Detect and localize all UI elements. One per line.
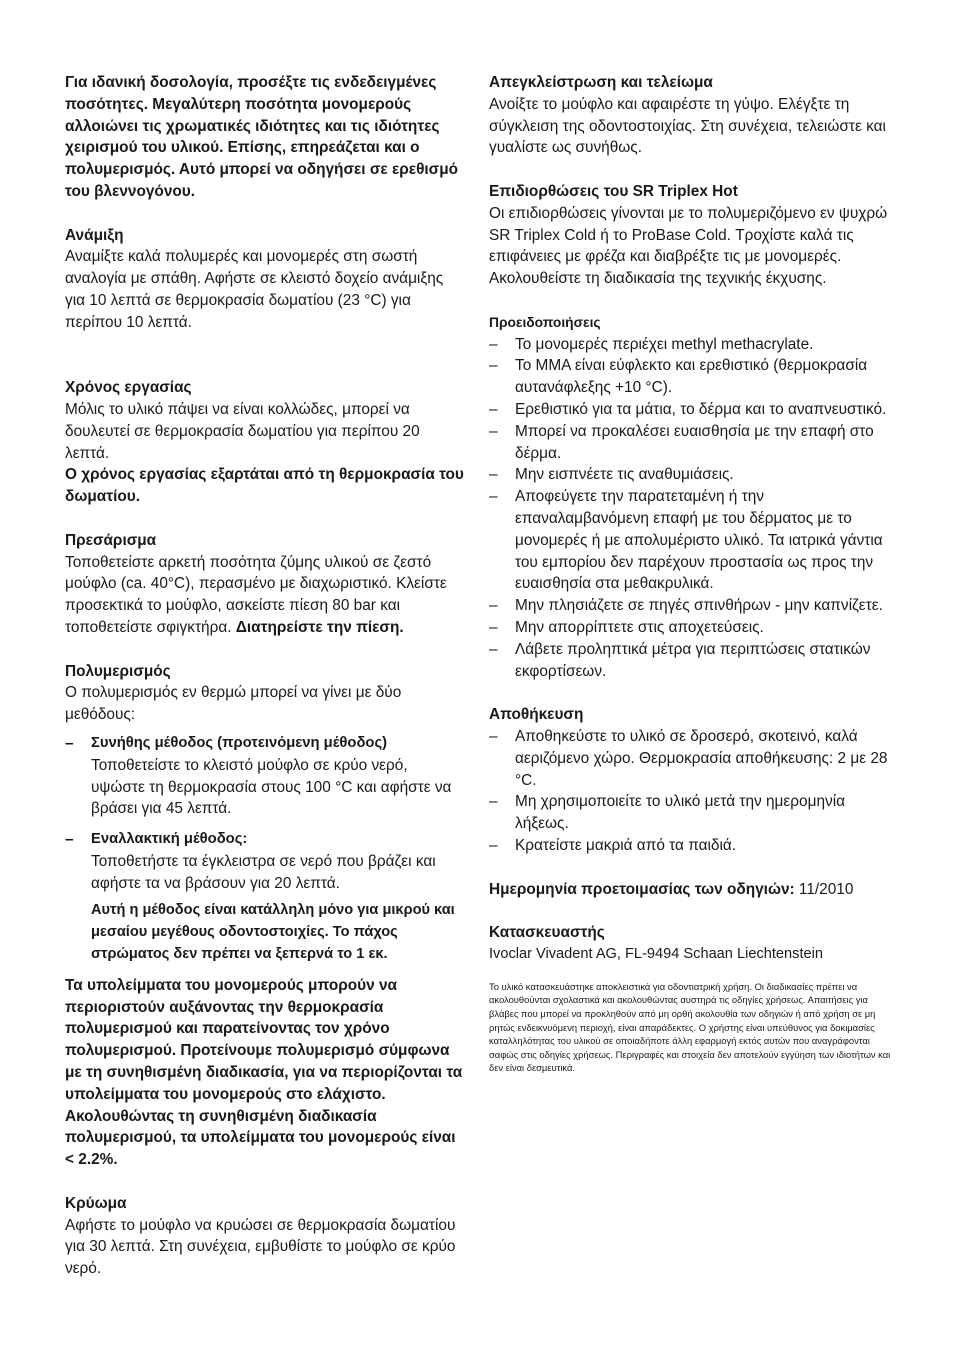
- manufacturer-heading: Κατασκευαστής: [489, 924, 605, 942]
- list-item: – Μην απορρίπτετε στις αποχετεύσεις.: [489, 617, 891, 639]
- storage-section: [489, 704, 891, 857]
- intro-paragraph: Για ιδανική δοσολογία, προσέξτε τις ενδεδειγμένες ποσότητες. Μεγαλύτερη ποσότητα μονομερούς αλλοιώνει τις χρωματικές ιδιότητες και τις ιδιότητες χειρισμού του υλικού. Επίσης, επηρεάζεται και ο πολυμερισμός. Αυτό μπορεί να οδηγήσει σε ερεθισμό του βλεννογόνου.: [65, 74, 459, 200]
- method-alternative: [65, 829, 465, 966]
- residual-monomer-paragraph: Τα υπολείμματα του μονομερούς μπορούν να περιοριστούν αυξάνοντας την θερμοκρασία πολυμερισμού και παρατείνοντας τον χρόνο πολυμερισμού. Προτείνουμε πολυμερισμό σύμφωνα με τη συνηθισμένη διαδικασία, για να περιορίζονται τα υπολείμματα του μονομερούς στο ελάχιστο. Ακολουθώντας τη συνηθισμένη διαδικασία πολυμερισμού, τα υπολείμματα του μονομερούς είναι < 2.2%.: [65, 976, 463, 1169]
- list-item: – Λάβετε προληπτικά μέτρα για περιπτώσεις στατικών εκφορτίσεων.: [489, 639, 891, 683]
- list-item: – Το μονομερές περιέχει methyl methacrylate.: [489, 334, 891, 356]
- deflasking-text: Ανοίξτε το μούφλο και αφαιρέστε τη γύψο. Ελέγξτε τη σύγκλειση της οδοντοστοιχίας. Στη συνέχεια, τελειώστε και γυαλίστε ως συνήθως.: [489, 95, 886, 157]
- polymerization-text: Ο πολυμερισμός εν θερμώ μπορεί να γίνει με δύο μεθόδους:: [65, 684, 402, 724]
- list-item: – Το MMA είναι εύφλεκτο και ερεθιστικό (θερμοκρασία αυτανάφλεξης +10 °C).: [489, 355, 891, 399]
- pressing-text: [65, 552, 465, 639]
- right-column: [489, 72, 891, 1075]
- cooling-section: [65, 1193, 465, 1280]
- method-standard-title: Συνήθης μέθοδος (προτεινόμενη μέθοδος): [91, 734, 388, 751]
- deflasking-section: [489, 72, 891, 159]
- list-item: – Μη χρησιμοποιείτε το υλικό μετά την ημερομηνία λήξεως.: [489, 791, 891, 835]
- pressing-body: Τοποθετείστε αρκετή ποσότητα ζύμης υλικού σε ζεστό μούφλο (ca. 40°C), περασμένο με διαχωριστικό. Κλείστε προσεκτικά το μούφλο, ασκείστε πίεση 80 bar και τοποθετείστε σφιγκτήρα.: [65, 553, 447, 636]
- mixing-section: [65, 225, 465, 334]
- method-standard-text: Τοποθετείστε το κλειστό μούφλο σε κρύο νερό, υψώστε τη θερμοκρασία στους 100 °C και αφήστε να βράσει για 45 λεπτά.: [91, 756, 452, 818]
- repairs-heading: Επιδιορθώσεις του SR Triplex Hot: [489, 182, 738, 200]
- cooling-text: Αφήστε το μούφλο να κρυώσει σε θερμοκρασία δωματίου για 30 λεπτά. Στη συνέχεια, εμβυθίστε το μούφλο σε κρύο νερό.: [65, 1216, 456, 1278]
- pressing-section: [65, 530, 465, 639]
- working-time-text: Μόλις το υλικό πάψει να είναι κολλώδες, μπορεί να δουλευτεί σε θερμοκρασία δωματίου για περίπου 20 λεπτά.: [65, 400, 420, 462]
- pressing-heading: Πρεσάρισμα: [65, 531, 157, 549]
- method-standard-dash: –: [65, 734, 74, 752]
- method-alternative-title: Εναλλακτική μέθοδος:: [91, 831, 248, 848]
- list-item: – Αποφεύγετε την παρατεταμένη ή την επαναλαμβανόμενη επαφή με του δέρματος με το μονομερές ή με απολυμέριστο υλικό. Τα ιατρικά γάντια του εμπορίου δεν παρέχουν προστασία ως προς την ευαισθησία στα μεθακρυλικά.: [489, 486, 891, 595]
- method-alternative-dash: –: [65, 831, 74, 849]
- working-time-section: [65, 377, 465, 508]
- left-column: [65, 72, 465, 1280]
- preparation-date-value: 11/2010: [798, 880, 854, 898]
- storage-heading: Αποθήκευση: [489, 706, 584, 724]
- list-item: – Μην πλησιάζετε σε πηγές σπινθήρων - μην καπνίζετε.: [489, 595, 891, 617]
- warnings-list: [489, 334, 891, 683]
- disclaimer-text: Το υλικό κατασκευάστηκε αποκλειστικά για οδοντιατρική χρήση. Οι διαδικασίες πρέπει να ακολουθούνται σχολαστικά και ακολουθώντας αυστηρά τις οδηγίες χρήσεως. Απαιτήσεις για βλάβες που μπορεί να προκληθούν από μη ορθή ακολουθία των οδηγιών ή από χρήση σε μη ρητώς ενδεικνυόμενη περιοχή, είναι απαράδεκτες. Ο χρήστης είναι υπεύθυνος για δοκιμασίες καταλληλότητας του υλικού σε οποιαδήποτε άλλη εφαρμογή εκτός αυτών που αναγράφονται σαφώς στις οδηγίες χρήσεως. Περιγραφές και στοιχεία δεν αποτελούν εγγύηση των ιδιοτήτων και δεν είναι δεσμευτικά.: [489, 980, 891, 1074]
- deflasking-heading: Απεγκλείστρωση και τελείωμα: [489, 74, 713, 91]
- method-standard: [65, 733, 465, 820]
- list-item: – Κρατείστε μακριά από τα παιδιά.: [489, 835, 891, 857]
- working-time-note: Ο χρόνος εργασίας εξαρτάται από τη θερμοκρασία του δωματίου.: [65, 466, 464, 506]
- polymerization-heading: Πολυμερισμός: [65, 662, 171, 680]
- cooling-heading: Κρύωμα: [65, 1194, 127, 1212]
- method-alternative-text: Τοποθετήστε τα έγκλειστρα σε νερό που βράζει και αφήστε τα να βράσουν για 20 λεπτά.: [91, 852, 436, 892]
- storage-list: [489, 726, 891, 857]
- mixing-heading: Ανάμιξη: [65, 226, 124, 244]
- manufacturer-section: [489, 922, 891, 966]
- list-item: – Μπορεί να προκαλέσει ευαισθησία με την επαφή στο δέρμα.: [489, 421, 891, 465]
- manufacturer-address: Ivoclar Vivadent AG, FL-9494 Schaan Liechtenstein: [489, 946, 823, 963]
- list-item: – Αποθηκεύστε το υλικό σε δροσερό, σκοτεινό, καλά αεριζόμενο χώρο. Θερμοκρασία αποθήκευσης: 2 με 28 °C.: [489, 726, 891, 791]
- list-item: – Ερεθιστικό για τα μάτια, το δέρμα και το αναπνευστικό.: [489, 399, 891, 421]
- repairs-section: [489, 181, 891, 290]
- list-item: – Μην εισπνέετε τις αναθυμιάσεις.: [489, 464, 891, 486]
- preparation-date-label: Ημερομηνία προετοιμασίας των οδηγιών:: [489, 880, 795, 898]
- preparation-date: [489, 879, 891, 901]
- mixing-text: Αναμίξτε καλά πολυμερές και μονομερές στη σωστή αναλογία με σπάθη. Αφήστε σε κλειστό δοχείο ανάμιξης για 10 λεπτά σε θερμοκρασία δωματίου (23 °C) για περίπου 10 λεπτά.: [65, 248, 444, 331]
- repairs-text: Οι επιδιορθώσεις γίνονται με το πολυμεριζόμενο εν ψυχρώ SR Triplex Cold ή το ProBase Cold. Τροχίστε καλά τις επιφάνειες με φρέζα και διαβρέξτε τις με μονομερές. Ακολουθείστε τη διαδικασία της τεχνικής έκχυσης.: [489, 204, 888, 288]
- working-time-heading: Χρόνος εργασίας: [65, 379, 192, 397]
- method-alternative-note: Αυτή η μέθοδος είναι κατάλληλη μόνο για μικρού και μεσαίου μεγέθους οδοντοστοιχίες. Το πάχος στρώματος δεν πρέπει να ξεπερνά το 1 εκ.: [91, 902, 455, 963]
- pressing-note: Διατηρείστε την πίεση.: [235, 618, 404, 636]
- polymerization-section: [65, 661, 465, 966]
- warnings-heading: Προειδοποιήσεις: [489, 314, 601, 330]
- warnings-section: [489, 312, 891, 683]
